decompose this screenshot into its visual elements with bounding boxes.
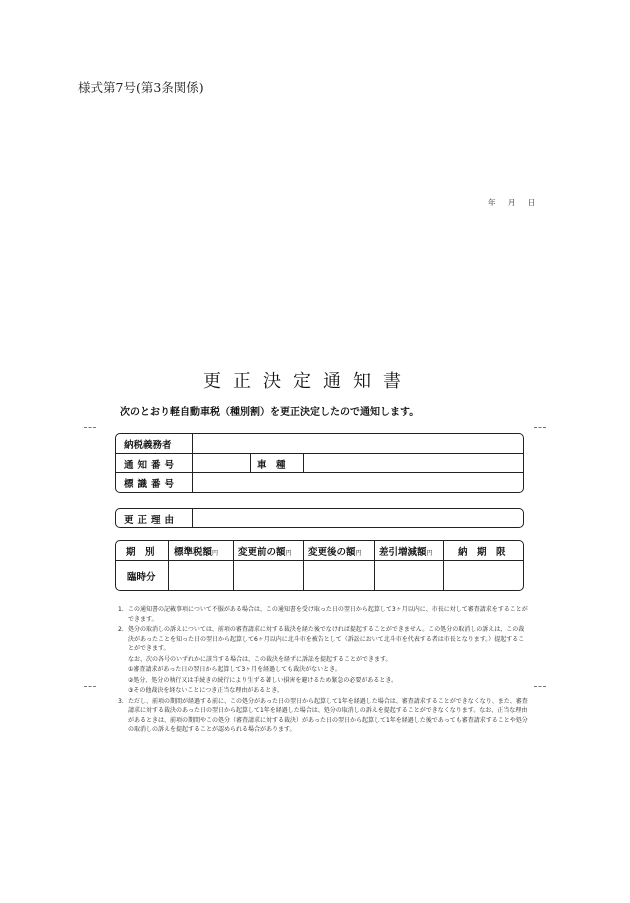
date-year: 年	[488, 198, 496, 207]
column-divider	[233, 541, 234, 590]
plate-number-label: 標識番号	[124, 479, 179, 490]
col-after	[308, 544, 362, 558]
taxpayer-info-box	[115, 433, 524, 493]
amount-table	[115, 540, 524, 591]
column-divider	[250, 454, 251, 473]
col-period: 期 別	[126, 547, 155, 558]
note-item	[118, 605, 530, 624]
plate-number-row	[116, 472, 523, 492]
note-text: ③その他裁決を経ないことにつき正当な理由があるとき。	[128, 687, 284, 694]
notice-number-row	[116, 453, 523, 473]
crop-mark	[84, 427, 96, 428]
column-divider	[192, 509, 193, 527]
date-line	[488, 197, 545, 208]
correction-reason-box	[115, 508, 524, 528]
col-diff	[379, 544, 433, 558]
note-item	[118, 665, 530, 675]
note-text: 処分の取消しの訴えについては、前項の審査請求に対する裁決を経た後でなければ提起することができません。この処分の取消しの訴えは、この裁決があったことを知った日の翌日から起算して6ヶ月以内に北斗市を被告として（訴訟において北斗市を代表する者は市長となります。）提起することができます。	[128, 626, 525, 652]
note-text: ただし、前項の期間が経過する前に、この処分があった日の翌日から起算して1年を経過した場合は、審査請求することができなくなり、また、審査請求に対する裁決のあった日の翌日から起算して1年を経過した場合は、処分の取消しの訴えを提起することができなくなります。なお、正当な理由があるときは、前項の期間やこの処分（審査請求に対する裁決）があった日の翌日から起算して1年を経過した後であっても審査請求することや処分の取消しの訴えを提起することが認められる場合があります。	[128, 697, 528, 733]
note-item	[118, 625, 530, 654]
lead-text: 次のとおり軽自動車税（種別割）を更正決定したので通知します。	[120, 407, 420, 418]
col-diff-label: 差引増減額	[379, 547, 427, 558]
note-number: 2.	[118, 626, 124, 633]
header-divider	[116, 560, 523, 561]
crop-mark	[84, 686, 96, 687]
yen-unit: 円	[426, 550, 433, 557]
note-number: 3.	[118, 697, 124, 705]
date-month: 月	[507, 198, 516, 207]
note-item	[118, 655, 530, 665]
col-deadline: 納 期 限	[458, 547, 506, 558]
column-divider	[374, 541, 375, 590]
col-after-label: 変更後の額	[308, 547, 356, 558]
col-standard-tax	[174, 544, 218, 558]
taxpayer-row	[116, 434, 523, 454]
col-before-label: 変更前の額	[238, 547, 286, 558]
col-before	[238, 544, 292, 558]
form-number: 様式第7号(第3条関係)	[78, 80, 204, 95]
page-title: 更正決定通知書	[203, 371, 413, 392]
note-text: ②処分、処分の執行又は手続きの続行により生ずる著しい損害を避けるため緊急の必要があるとき。	[128, 676, 398, 684]
crop-mark	[534, 427, 546, 428]
note-item	[118, 697, 530, 735]
note-item	[118, 686, 530, 696]
column-divider	[443, 541, 444, 590]
column-divider	[168, 541, 169, 590]
column-divider	[303, 454, 304, 473]
yen-unit: 円	[212, 550, 219, 557]
note-item	[118, 676, 530, 686]
note-text: この通知書の記載事項について不服がある場合は、この通知書を受け取った日の翌日から起算して3ヶ月以内に、市長に対して審査請求をすることができます。	[128, 606, 528, 623]
note-text: ①審査請求があった日の翌日から起算して3ヶ月を経過しても裁決がないとき。	[128, 666, 341, 673]
date-day: 日	[527, 198, 536, 207]
column-divider	[303, 541, 304, 590]
correction-reason-label: 更正理由	[124, 515, 179, 526]
row-ad-hoc: 臨時分	[127, 572, 156, 583]
notice-number-label: 通知番号	[124, 460, 179, 471]
yen-unit: 円	[355, 550, 362, 557]
col-standard-tax-label: 標準税額	[174, 547, 213, 558]
note-text: なお、次の各号のいずれかに該当する場合は、この裁決を経ずに訴訟を提起することができます。	[128, 655, 392, 663]
note-number: 1.	[118, 606, 124, 613]
yen-unit: 円	[285, 550, 292, 557]
crop-mark	[534, 686, 546, 687]
notes-section	[118, 605, 530, 736]
taxpayer-label: 納税義務者	[124, 440, 172, 451]
vehicle-name-label: 車 種	[257, 460, 286, 471]
